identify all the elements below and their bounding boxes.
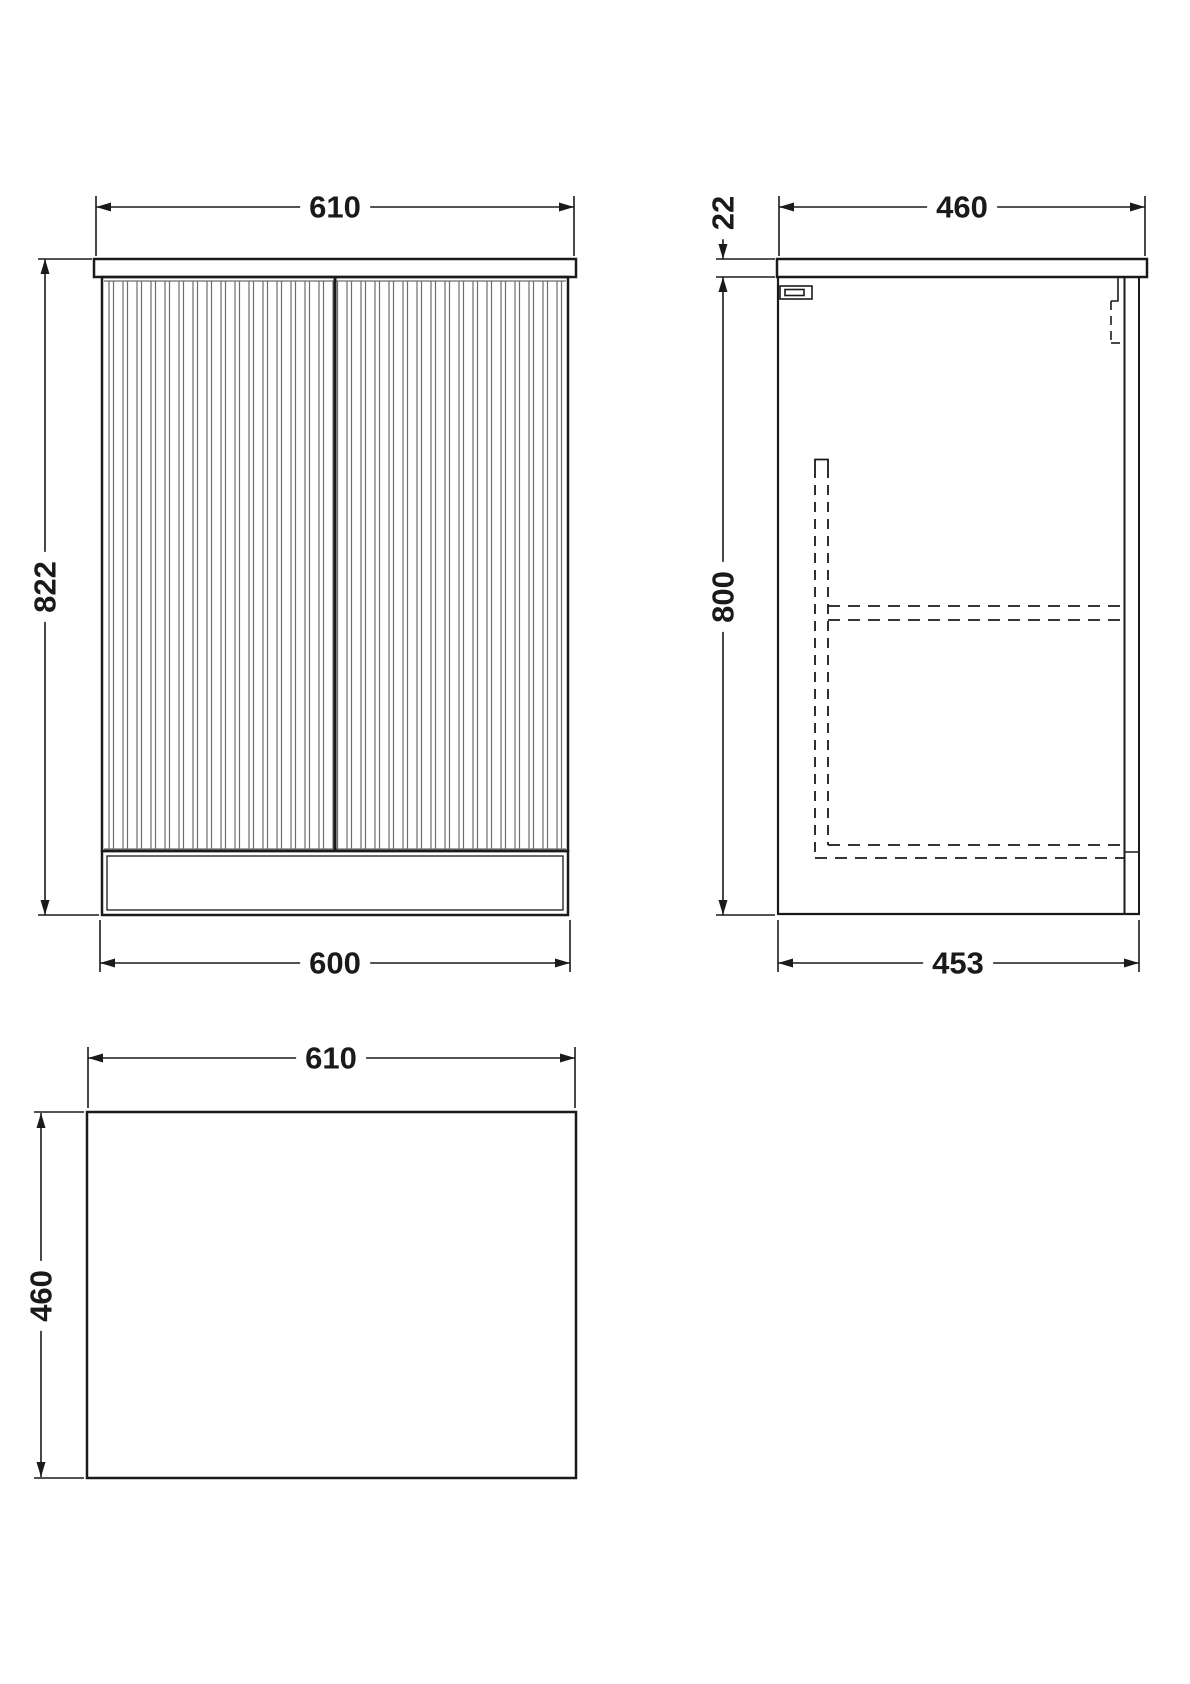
- front-plinth: [102, 851, 568, 915]
- side-depth-top-dimension-label: 460: [927, 191, 997, 224]
- side-wall-bracket: [780, 286, 812, 299]
- front-width-top-dimension-label: 610: [300, 191, 370, 224]
- front-height-dimension-label: 822: [29, 552, 62, 622]
- plan-outline: [87, 1112, 576, 1478]
- side-worktop: [777, 259, 1147, 277]
- side-dim-22: [716, 234, 775, 277]
- front-worktop: [94, 259, 576, 277]
- side-void-top-cap: [815, 460, 828, 469]
- plan-width-dimension-label: 610: [296, 1042, 366, 1075]
- side-height-dimension-label: 800: [707, 562, 740, 632]
- plan-view: [34, 1047, 576, 1478]
- side-view: [716, 196, 1147, 972]
- side-hidden-internals: [815, 460, 1124, 859]
- side-worktop-thickness-dimension-label: 22: [707, 187, 740, 239]
- front-view: [38, 196, 576, 972]
- plan-depth-dimension-label: 460: [25, 1261, 58, 1331]
- front-plinth-inner: [107, 856, 563, 910]
- side-depth-bottom-dimension-label: 453: [923, 947, 993, 980]
- front-width-bottom-dimension-label: 600: [300, 947, 370, 980]
